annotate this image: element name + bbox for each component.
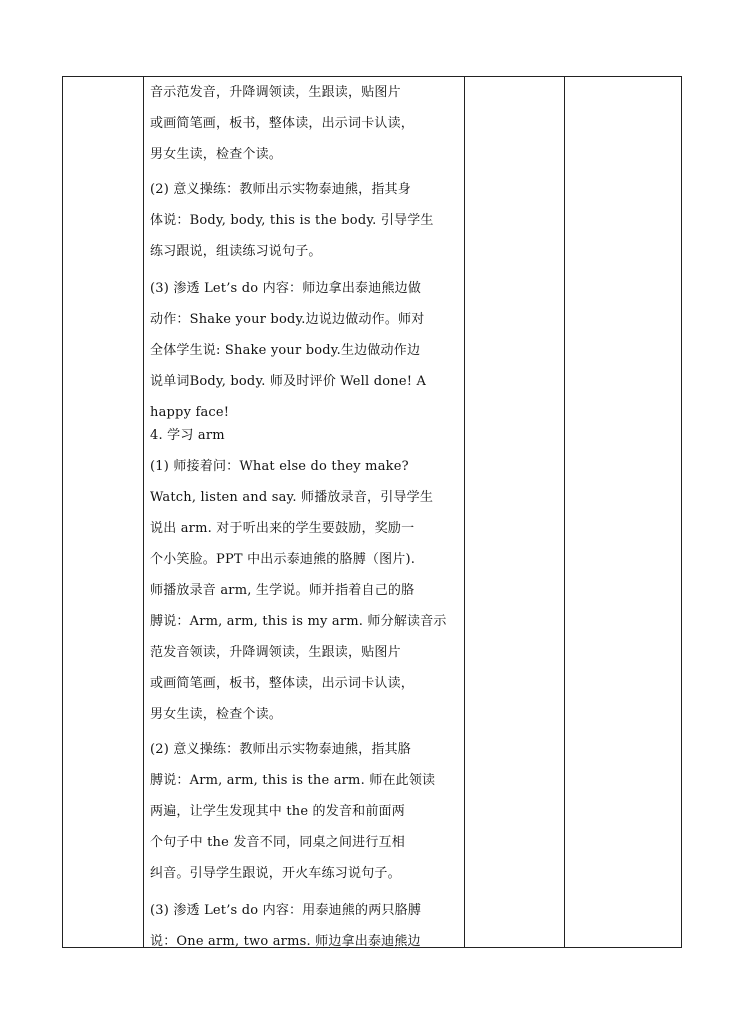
text-line: 男女生读，检查个读。 (150, 707, 283, 722)
lesson-plan-table (62, 76, 682, 948)
text-line: 练习跟说，组读练习说句子。 (150, 244, 322, 259)
text-line: 全体学生说: Shake your body.生边做动作边 (150, 343, 421, 358)
text-line: 说出 arm. 对于听出来的学生要鼓励，奖励一 (150, 521, 415, 536)
text-line: 说单词Body, body. 师及时评价 Well done! A (150, 374, 427, 389)
text-line: 两遍，让学生发现其中 the 的发音和前面两 (150, 804, 405, 819)
text-line: (1) 师接着问：What else do they make? (150, 459, 409, 474)
text-line: 个句子中 the 发音不同，同桌之间进行互相 (150, 835, 405, 850)
design-intent-cell (565, 77, 683, 947)
text-line: 师播放录音 arm, 生学说。师并指着自己的胳 (150, 583, 415, 598)
text-line: 个小笑脸。PPT 中出示泰迪熊的胳膊（图片). (150, 552, 416, 567)
text-line: (2) 意义操练：教师出示实物泰迪熊，指其身 (150, 182, 411, 197)
text-line: 或画简笔画，板书，整体读，出示词卡认读， (150, 116, 415, 131)
text-line: (3) 渗透 Let’s do 内容：用泰迪熊的两只胳膊 (150, 903, 422, 918)
student-activity-cell (465, 77, 564, 947)
text-line: 体说：Body, body, this is the body. 引导学生 (150, 213, 434, 228)
text-line: 膊说：Arm, arm, this is my arm. 师分解读音示 (150, 614, 447, 629)
text-line: 4. 学习 arm (150, 428, 225, 443)
text-line: 男女生读，检查个读。 (150, 147, 283, 162)
text-line: Watch, listen and say. 师播放录音，引导学生 (150, 490, 434, 505)
text-line: 说：One arm, two arms. 师边拿出泰迪熊边 (150, 934, 421, 949)
text-line: (2) 意义操练：教师出示实物泰迪熊，指其胳 (150, 742, 411, 757)
text-line: 范发音领读，升降调领读，生跟读，贴图片 (150, 645, 401, 660)
text-line: (3) 渗透 Let’s do 内容：师边拿出泰迪熊边做 (150, 281, 422, 296)
text-line: 或画简笔画，板书，整体读，出示词卡认读， (150, 676, 415, 691)
text-line: happy face! (150, 405, 230, 420)
stage-cell (63, 77, 143, 947)
text-line: 动作：Shake your body.边说边做动作。师对 (150, 312, 425, 327)
text-line: 音示范发音，升降调领读，生跟读，贴图片 (150, 85, 401, 100)
teaching-procedure-cell (150, 77, 462, 957)
column-divider-1 (143, 77, 144, 947)
text-line: 膊说：Arm, arm, this is the arm. 师在此领读 (150, 773, 436, 788)
text-line: 纠音。引导学生跟说，开火车练习说句子。 (150, 866, 401, 881)
